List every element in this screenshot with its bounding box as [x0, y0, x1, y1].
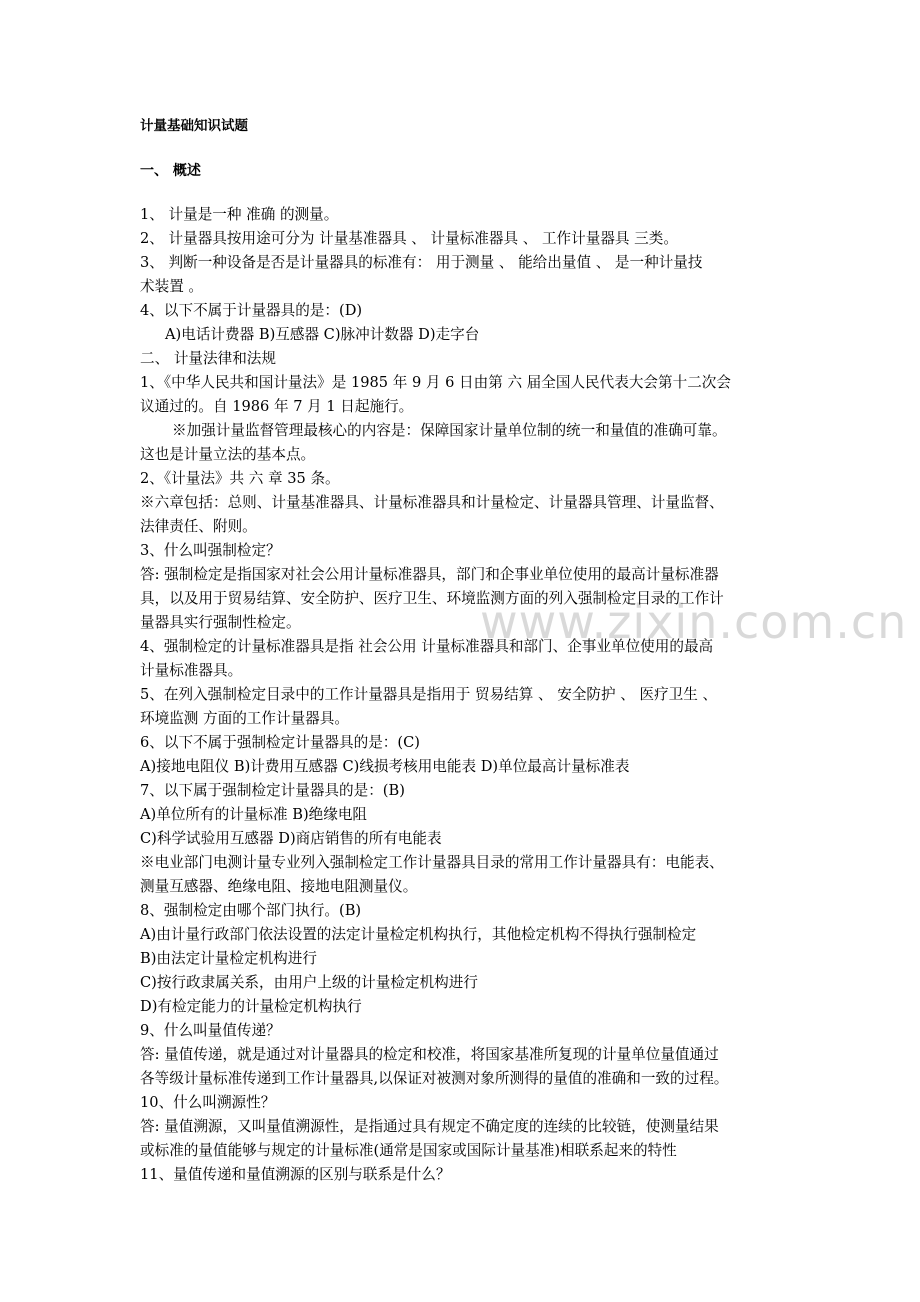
question-line: 3、什么叫强制检定？	[140, 542, 281, 559]
section-heading-law: 二、 计量法律和法规	[140, 350, 276, 367]
note-line: ※电业部门电测计量专业列入强制检定工作计量器具目录的常用工作计量器具有：电能表、	[140, 854, 724, 871]
answer-line: 各等级计量标准传递到工作计量器具,以保证对被测对象所测得的量值的准确和一致的过程。	[140, 1070, 729, 1087]
paragraph-line: 2、 计量器具按用途可分为 计量基准器具 、 计量标准器具 、 工作计量器具 三类。	[140, 230, 678, 247]
paragraph-line: 3、 判断一种设备是否是计量器具的标准有： 用于测量 、 能给出量值 、 是一种计量技	[140, 254, 703, 271]
paragraph-line: 1、 计量是一种 准确 的测量。	[140, 206, 339, 223]
question-line: 10、什么叫溯源性？	[140, 1094, 276, 1111]
question-line: 4、以下不属于计量器具的是：(D)	[140, 302, 363, 319]
answer-options: A)接地电阻仪 B)计费用互感器 C)线损考核用电能表 D)单位最高计量标准表	[140, 758, 630, 775]
paragraph-line: 这也是计量立法的基本点。	[140, 446, 316, 463]
answer-line: 具，以及用于贸易结算、安全防护、医疗卫生、环境监测方面的列入强制检定目录的工作计	[140, 590, 724, 607]
watermark: www.zixin.com.cn	[480, 595, 908, 649]
note-line: ※六章包括：总则、计量基准器具、计量标准器具和计量检定、计量器具管理、计量监督、	[140, 494, 724, 511]
paragraph-line: 议通过的。自 1986 年 7 月 1 日起施行。	[140, 398, 414, 415]
paragraph-line: 计量标准器具。	[140, 662, 243, 679]
answer-option: A)由计量行政部门依法设置的法定计量检定机构执行，其他检定机构不得执行强制检定	[140, 926, 697, 943]
answer-line: 答: 强制检定是指国家对社会公用计量标准器具，部门和企事业单位使用的最高计量标准器	[140, 566, 719, 583]
answer-line: 或标准的量值能够与规定的计量标准(通常是国家或国际计量基准)相联系起来的特性	[140, 1142, 677, 1159]
answer-option: D)有检定能力的计量检定机构执行	[140, 998, 362, 1015]
section-heading-overview: 一、 概述	[140, 163, 201, 179]
document-title: 计量基础知识试题	[140, 118, 248, 134]
paragraph-line: 环境监测 方面的工作计量器具。	[140, 710, 349, 727]
answer-option: B)由法定计量检定机构进行	[140, 950, 317, 967]
answer-options: A)电话计费器 B)互感器 C)脉冲计数器 D)走字台	[165, 326, 480, 343]
answer-line: 量器具实行强制性检定。	[140, 614, 301, 631]
note-line: ※加强计量监督管理最核心的内容是：保障国家计量单位制的统一和量值的准确可靠。	[172, 422, 727, 439]
paragraph-line: 测量互感器、绝缘电阻、接地电阻测量仪。	[140, 878, 418, 895]
paragraph-line: 术装置 。	[140, 278, 204, 295]
paragraph-line: 4、强制检定的计量标准器具是指 社会公用 计量标准器具和部门、企事业单位使用的最高	[140, 638, 714, 655]
paragraph-line: 5、在列入强制检定目录中的工作计量器具是指用于 贸易结算 、 安全防护 、 医疗卫生 、	[140, 686, 718, 703]
question-line: 8、强制检定由哪个部门执行。(B)	[140, 902, 362, 919]
paragraph-line: 2、《计量法》共 六 章 35 条。	[140, 470, 340, 487]
question-line: 7、以下属于强制检定计量器具的是：(B)	[140, 782, 405, 799]
answer-line: 答: 量值传递，就是通过对计量器具的检定和校准，将国家基准所复现的计量单位量值通过	[140, 1046, 719, 1063]
answer-options: A)单位所有的计量标准 B)绝缘电阻	[140, 806, 368, 823]
paragraph-line: 法律责任、附则。	[140, 518, 257, 535]
paragraph-line: 1、《中华人民共和国计量法》是 1985 年 9 月 6 日由第 六 届全国人民代表大会第十二次会	[140, 374, 731, 391]
question-line: 11、量值传递和量值溯源的区别与联系是什么？	[140, 1166, 451, 1183]
question-line: 9、什么叫量值传递？	[140, 1022, 281, 1039]
answer-line: 答: 量值溯源，又叫量值溯源性，是指通过具有规定不确定度的连续的比较链，使测量结果	[140, 1118, 719, 1135]
question-line: 6、以下不属于强制检定计量器具的是：(C)	[140, 734, 420, 751]
answer-options: C)科学试验用互感器 D)商店销售的所有电能表	[140, 830, 442, 847]
answer-option: C)按行政隶属关系，由用户上级的计量检定机构进行	[140, 974, 478, 991]
